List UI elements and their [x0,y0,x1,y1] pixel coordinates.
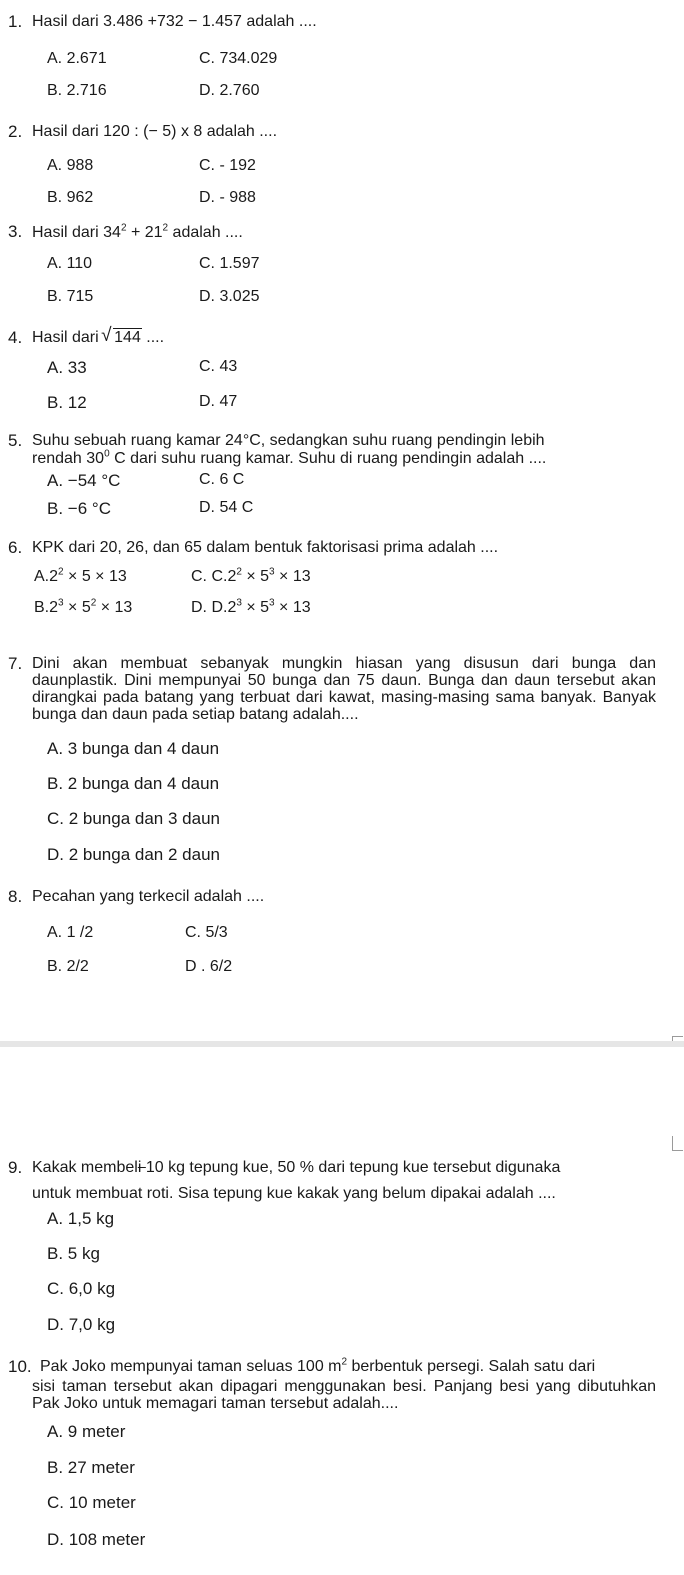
option-b[interactable]: B. 2 bunga dan 4 daun [47,774,220,793]
option-d[interactable]: D. 54 C [199,499,254,516]
question-text-line-1: Pak Joko mempunyai taman seluas 100 $m^2$ berbentuk persegi. Salah satu dari [40,1356,596,1375]
option-a[interactable]: A. −54 °C [47,471,121,490]
option-c[interactable]: C. 734.029 [199,50,278,67]
question-number: 8. [8,887,23,906]
question-text: Hasil dari √ 144 .... [32,325,165,346]
option-c[interactable]: C. 43 [199,358,238,375]
question-number: 4. [8,328,23,347]
option-a[interactable]: A. 110 [47,255,93,272]
option-c[interactable]: C. 6 C [199,471,245,488]
option-a[interactable]: $A.2^2 \times 5 \times 13$ [34,566,127,585]
option-a[interactable]: A. 1,5 kg [47,1209,115,1228]
option-a[interactable]: A. 9 meter [47,1422,126,1441]
option-b[interactable]: B. −6 °C [47,499,111,518]
option-a[interactable]: A. 3 bunga dan 4 daun [47,739,220,758]
option-d[interactable]: D. 47 [199,393,238,410]
option-b[interactable]: B. 2/2 [47,958,89,975]
question-number: 9. [8,1158,23,1177]
question-number: 1. [8,12,23,31]
question-text: Dini akan membuat sebanyak mungkin hiasan yang disusun dari bunga dan daunplastik. Dini mempunyai 50 bunga dan 75 daun. Bunga dan daun tersebut akan dirangkai pada batang yang terbuat dari kawat, masing-masing sama banyak. Banyak bunga dan daun pada setiap batang adalah.... [32,655,656,723]
question-text: Hasil dari 120 : (− 5) x 8 adalah .... [32,123,278,140]
option-d[interactable]: D. $D.2^3 \times 5^3 \times 13$ [191,597,311,616]
option-c[interactable]: C. 6,0 kg [47,1279,116,1298]
option-c[interactable]: C. 1.597 [199,255,260,272]
option-b[interactable]: B. 27 meter [47,1458,135,1477]
question-text: Hasil dari 3.486 +732 − 1.457 adalah .... [32,13,317,30]
option-b[interactable]: B. 12 [47,393,87,412]
option-b[interactable]: $B.2^3 \times 5^2 \times 13$ [34,597,133,616]
question-text-line-1: Kakak membeli 10 kg tepung kue, 50 % dari tepung kue tersebut digunaka [32,1159,561,1176]
option-a[interactable]: A. 988 [47,157,94,174]
question-text: Pecahan yang terkecil adalah .... [32,888,265,905]
option-d[interactable]: D. 2.760 [199,82,260,99]
option-d[interactable]: D. 7,0 kg [47,1315,116,1334]
question-number: 10. [8,1357,32,1376]
question-number: 2. [8,122,23,141]
option-c[interactable]: C. - 192 [199,157,256,174]
question-text-line-1: Suhu sebuah ruang kamar 24°C, sedangkan suhu ruang pendingin lebih [32,432,545,449]
question-text-rest: sisi taman tersebut akan dipagari menggunakan besi. Panjang besi yang dibutuhkan Pak Joko untuk memagari taman tersebut adalah.... [32,1378,656,1412]
option-d[interactable]: D. 3.025 [199,288,260,305]
page-divider [0,1041,684,1047]
option-b[interactable]: B. 715 [47,288,94,305]
option-a[interactable]: A. 1 /2 [47,924,94,941]
question-text-line-2: rendah $30^0$ C dari suhu ruang kamar. Suhu di ruang pendingin adalah .... [32,448,547,467]
option-c[interactable]: C. 10 meter [47,1493,136,1512]
question-number: 5. [8,431,23,450]
question-text-line-2: untuk membuat roti. Sisa tepung kue kakak yang belum dipakai adalah .... [32,1185,556,1202]
question-number: 3. [8,222,23,241]
option-d[interactable]: D. - 988 [199,189,256,206]
question-number: 6. [8,538,23,557]
question-text: Hasil dari $34^2 + 21^2$ adalah .... [32,222,243,241]
option-a[interactable]: A. 33 [47,358,87,377]
question-number: 7. [8,654,23,673]
option-b[interactable]: B. 2.716 [47,82,107,99]
question-text: KPK dari 20, 26, dan 65 dalam bentuk faktorisasi prima adalah .... [32,539,499,556]
option-c[interactable]: C. 2 bunga dan 3 daun [47,809,220,828]
page-corner-mark [672,1136,683,1151]
option-c[interactable]: C. 5/3 [185,924,228,941]
option-c[interactable]: C. $C.2^2 \times 5^3 \times 13$ [191,566,311,585]
option-a[interactable]: A. 2.671 [47,50,107,67]
option-b[interactable]: B. 962 [47,189,94,206]
square-root: √ 144 [101,325,141,346]
option-d[interactable]: D. 108 meter [47,1530,146,1549]
option-d[interactable]: D. 2 bunga dan 2 daun [47,845,220,864]
option-b[interactable]: B. 5 kg [47,1244,100,1263]
option-d[interactable]: D . 6/2 [185,958,233,975]
